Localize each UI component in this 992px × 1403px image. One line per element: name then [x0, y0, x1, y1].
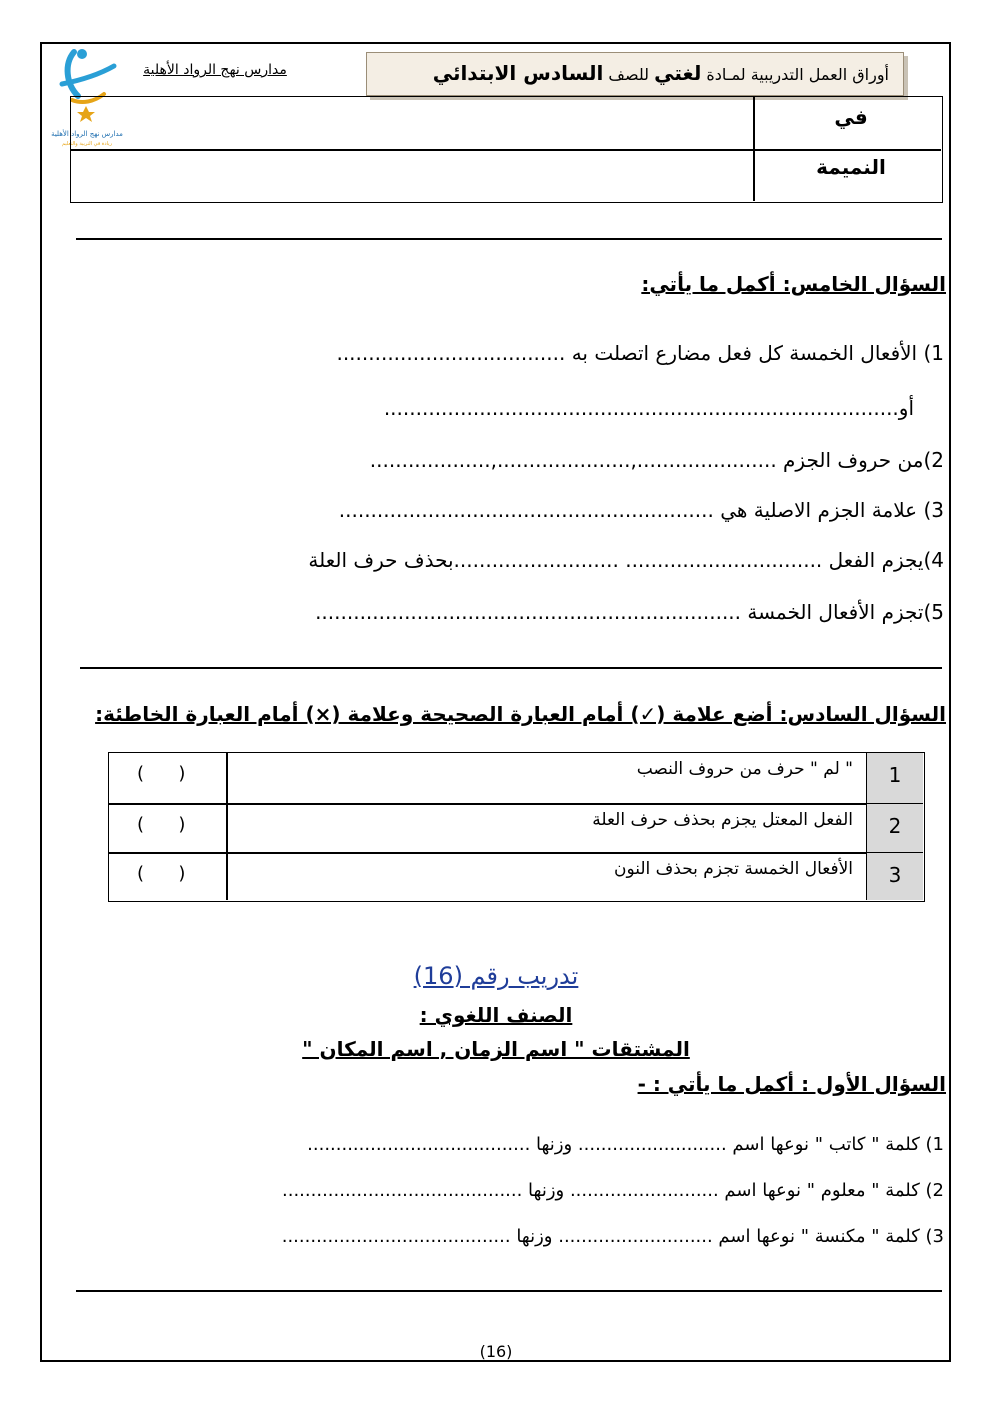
banner-grade: السادس الابتدائي	[432, 61, 604, 85]
logo-tagline: ريادة في التربية والتعليم	[61, 141, 113, 147]
training-topic: المشتقات " اسم الزمان , اسم المكان "	[302, 1037, 690, 1061]
divider	[76, 238, 942, 240]
answer-box[interactable]: ( )	[137, 863, 186, 884]
q5-item-1: 1) الأفعال الخمسة كل فعل مضارع اتصلت به ....................................	[336, 341, 944, 365]
row-number: 2	[866, 804, 923, 854]
answer-box[interactable]: ( )	[137, 763, 186, 784]
table-row	[109, 804, 923, 854]
q5-item-4: 4)يجزم الفعل ............................... ..........................بحذف حرف العلة	[308, 548, 944, 572]
row-number: 1	[866, 753, 923, 803]
banner-prefix: أوراق العمل التدريبية لمـادة	[706, 65, 889, 84]
page-number: (16)	[479, 1342, 513, 1361]
q1-item-1: 1) كلمة " كاتب " نوعها اسم .......................... وزنها .......................................	[307, 1134, 944, 1155]
banner-subject: لغتي	[654, 61, 702, 85]
q6-title: السؤال السادس: أضع علامة (✓) أمام العبارة الصحيحة وعلامة (×) أمام العبارة الخاطئة:	[95, 702, 946, 726]
q5-item-5: 5)تجزم الأفعال الخمسة ...................................................................	[315, 600, 944, 624]
table-row	[109, 753, 923, 803]
row-label-2: النميمة	[816, 155, 886, 179]
training-category: الصنف اللغوي :	[419, 1003, 573, 1027]
q1-item-2: 2) كلمة " معلوم " نوعها اسم .......................... وزنها ..........................................	[282, 1180, 944, 1201]
reading-table	[70, 96, 943, 203]
banner-middle: للصف	[608, 65, 650, 84]
q5-title: السؤال الخامس: أكمل ما يأتي:	[641, 272, 946, 296]
q5-item-2: 2)من حروف الجزم ......................,.....................,...................	[369, 448, 944, 472]
logo-text: مدارس نهج الرواد الأهلية	[51, 130, 123, 138]
true-false-table	[108, 752, 925, 902]
school-name: مدارس نهج الرواد الأهلية	[143, 62, 287, 78]
answer-box[interactable]: ( )	[137, 814, 186, 835]
q1-title: السؤال الأول : أكمل ما يأتي : -	[637, 1072, 946, 1096]
row-number: 3	[866, 853, 923, 900]
q5-item-1b: أو.................................................................................	[383, 396, 914, 420]
subject-banner	[366, 52, 904, 96]
row-statement: الفعل المعتل يجزم بحذف حرف العلة	[592, 810, 853, 830]
table-row	[109, 853, 923, 903]
q1-item-3: 3) كلمة " مكنسة " نوعها اسم ........................... وزنها ........................................	[281, 1226, 944, 1247]
training-title: تدريب رقم (16)	[413, 962, 579, 990]
q5-item-3: 3) علامة الجزم الاصلية هي ...........................................................	[338, 498, 944, 522]
divider	[80, 667, 942, 669]
row-statement: " لم " حرف من حروف النصب	[636, 759, 853, 779]
divider	[76, 1290, 942, 1292]
row-statement: الأفعال الخمسة تجزم بحذف النون	[613, 859, 853, 879]
row-label-1: في	[834, 105, 868, 129]
